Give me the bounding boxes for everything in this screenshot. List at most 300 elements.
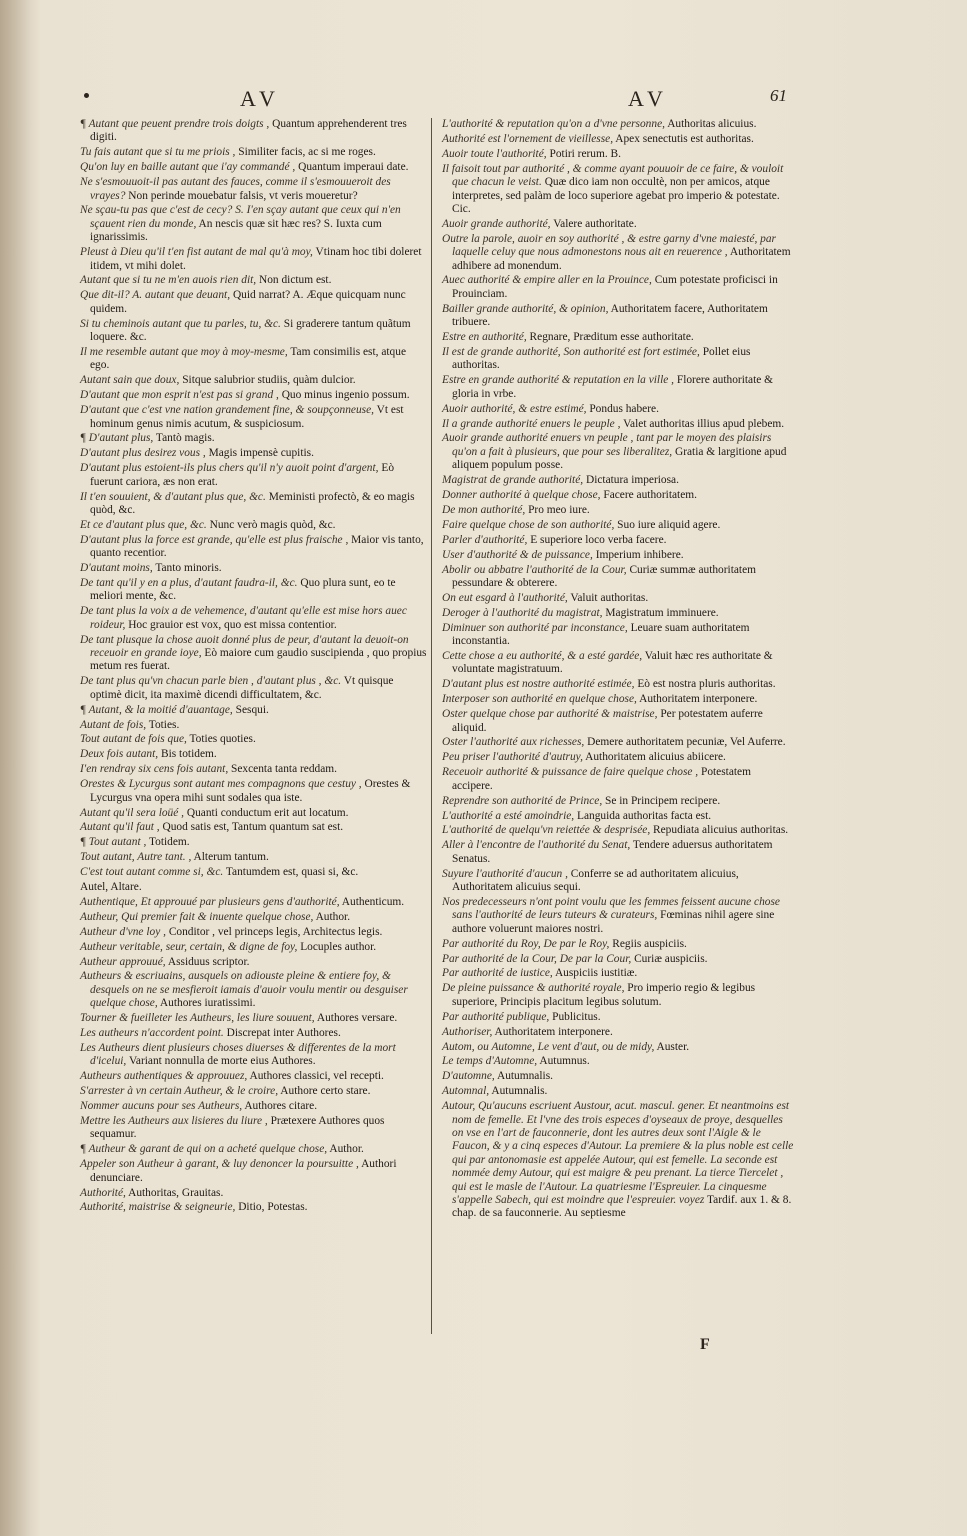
dictionary-entry [80, 176, 427, 203]
french-phrase: Auoir toute l'authorité, [442, 147, 547, 160]
french-phrase: Estre en authorité, [442, 331, 527, 344]
latin-translation: Authoritatem alicuius abiicere. [585, 751, 726, 764]
french-phrase: Autant qu'il faut , [80, 821, 160, 834]
latin-translation: Authoritatem adhibere ad monendum. [452, 246, 791, 272]
dictionary-entry [80, 204, 427, 244]
latin-translation: Authores versare. [316, 1012, 398, 1025]
dictionary-entry [442, 233, 794, 273]
latin-translation: Pondus habere. [589, 402, 659, 415]
french-phrase: Deroger à l'authorité du magistrat, [442, 606, 603, 619]
french-phrase: L'authorité a esté amoindrie, [442, 809, 575, 822]
gutter-shadow [0, 0, 40, 1536]
french-phrase: D'autant plus desirez vous , [80, 447, 206, 460]
latin-translation: Totidem. [148, 836, 190, 849]
dictionary-entry [442, 133, 794, 146]
french-phrase: Il faisoit tout par authorité , & comme ayant pouuoir de ce faire, & vouloit que chacun le veist. [442, 162, 784, 189]
french-phrase: Ne sçau-tu pas que c'est de cecy? S. I'en sçay autant que ceux qui n'en sçauent rien du monde, [80, 204, 401, 230]
latin-translation: Tendere aduersus authoritatem Senatus. [452, 839, 773, 865]
french-phrase: Et ce d'autant plus que, &c. [80, 518, 207, 531]
dictionary-entry [80, 447, 427, 460]
latin-translation: Conditor , vel princeps legis, Architectus legis. [168, 925, 383, 938]
dictionary-entry [442, 489, 794, 502]
dictionary-entry [80, 289, 427, 316]
french-phrase: Bailler grande authorité, & opinion, [442, 302, 609, 315]
french-phrase: Autant de fois, [80, 718, 147, 731]
french-phrase: Automnal, [442, 1085, 490, 1098]
french-phrase: Autheurs & escriuains, ausquels on adiouste pleine & entiere foy, & desquels on ne se mesfieroit iamais d'auoir voulu mentir ou desguiser quelque chose, [80, 970, 408, 1010]
dictionary-entry [80, 519, 427, 532]
latin-translation: Quanti conductum erit aut locatum. [186, 806, 349, 819]
dictionary-entry [80, 807, 427, 820]
dictionary-entry [442, 896, 794, 936]
latin-translation: Languida authoritas facta est. [577, 809, 712, 822]
column-rule [431, 118, 432, 1334]
dictionary-entry [80, 346, 427, 373]
latin-translation: Authore certo stare. [280, 1085, 371, 1098]
dictionary-entry [442, 938, 794, 951]
french-phrase: D'autant plus la force est grande, qu'elle est plus fraische , [80, 533, 349, 546]
latin-translation: Conferre se ad authoritatem alicuius, Authoritatem alicuius sequi. [452, 867, 739, 894]
latin-translation: Orestes & Lycurgus vna opera mihi sunt sodales qua iste. [90, 778, 411, 804]
ink-dot [84, 93, 89, 98]
french-phrase: Par authorité publique, [442, 1010, 550, 1023]
french-phrase: Abolir ou abbatre l'authorité de la Cour, [442, 563, 627, 576]
dictionary-entry [442, 504, 794, 517]
latin-translation: Publicitus. [552, 1010, 601, 1023]
french-phrase: Nos predecesseurs n'ont point voulu que les femmes feissent aucune chose sans l'authorité de leurs tuteurs & curateurs, [442, 895, 780, 922]
dictionary-entry [442, 148, 794, 161]
dictionary-entry [80, 146, 427, 159]
french-phrase: Cette chose a eu authorité, & a esté gardée, [442, 650, 643, 663]
french-phrase: Autom, ou Automne, Le vent d'aut, ou de midy, [442, 1040, 655, 1053]
french-phrase: D'autant plus estoient-ils plus chers qu'il n'y auoit point d'argent, [80, 462, 379, 475]
french-phrase: D'autant moins, [80, 562, 153, 575]
dictionary-entry [80, 926, 427, 939]
french-phrase: Peu priser l'authorité d'autruy, [442, 751, 583, 764]
french-phrase: Par authorité de iustice, [442, 967, 553, 980]
dictionary-entry [442, 607, 794, 620]
dictionary-entry [80, 748, 427, 761]
latin-translation: Variant nonnulla de morte eius Authores. [128, 1055, 316, 1068]
french-phrase: Il t'en souuient, & d'autant plus que, &c. [80, 490, 266, 503]
latin-translation: Non perinde mouebatur falsis, vt veris moueretur? [128, 189, 358, 202]
french-phrase: Authorité, maistrise & seigneurie, [80, 1201, 236, 1214]
running-head-left: AV [240, 86, 281, 111]
dictionary-entry [442, 810, 794, 823]
latin-translation: Sesqui. [235, 703, 269, 716]
french-phrase: Receuoir authorité & puissance de faire quelque chose , [442, 766, 699, 779]
latin-translation: Vt est hominum genus nimis acutum, & suspiciosum. [90, 404, 404, 430]
latin-translation: Leuare suam authoritatem inconstantia. [452, 621, 750, 648]
latin-translation: Dictatura imperiosa. [585, 474, 679, 487]
french-phrase: Autant qu'il sera loüé , [80, 806, 184, 819]
french-phrase: Diminuer son authorité par inconstance, [442, 621, 628, 634]
french-phrase: ¶ Autant, & la moitié d'auantage, [80, 703, 233, 716]
french-phrase: D'autant que c'est vne nation grandement fine, & soupçonneuse, [80, 404, 375, 417]
dictionary-entry [80, 577, 427, 604]
french-phrase: Auoir authorité, & estre estimé, [442, 402, 587, 415]
french-phrase: Parler d'authorité, [442, 533, 528, 546]
latin-translation: Facere authoritatem. [603, 489, 697, 502]
latin-translation: Tanto minoris. [155, 562, 222, 575]
french-phrase: ¶ D'autant plus, [80, 432, 154, 445]
dictionary-entry [80, 1042, 427, 1069]
latin-translation: Sitque salubrior studiis, quàm dulcior. [182, 374, 356, 387]
french-phrase: Tout autant, Autre tant. , [80, 851, 192, 864]
french-phrase: Pleust à Dieu qu'il t'en fist autant de mal qu'à moy, [80, 246, 313, 259]
latin-translation: Authores iuratissimi. [159, 997, 256, 1010]
french-phrase: Appeler son Autheur à garant, & luy denoncer la poursuitte , [80, 1158, 359, 1171]
dictionary-entry [80, 763, 427, 776]
latin-translation: Authores citare. [244, 1100, 318, 1113]
dictionary-entry [80, 562, 427, 575]
latin-translation: Se in Principem recipere. [605, 794, 721, 807]
latin-translation: Magis impensè cupitis. [208, 447, 314, 460]
dictionary-entry [442, 795, 794, 808]
dictionary-entry [80, 1201, 427, 1214]
dictionary-entry [80, 491, 427, 518]
latin-translation: Quo minus ingenio possum. [281, 389, 410, 402]
dictionary-entry [80, 1085, 427, 1098]
latin-translation: Valuit authoritas. [570, 591, 649, 604]
dictionary-entry [80, 704, 427, 717]
dictionary-entry [80, 881, 427, 894]
latin-translation: Tardif. aux 1. & 8. chap. de sa fauconnerie. Au septiesme [452, 1193, 792, 1220]
dictionary-entry [80, 941, 427, 954]
dictionary-entry [80, 836, 427, 849]
dictionary-entry [80, 462, 427, 489]
latin-translation: Demere authoritatem pecuniæ, Vel Auferre. [587, 736, 786, 749]
french-phrase: I'en rendray six cens fois autant, [80, 763, 229, 776]
dictionary-entry [442, 1011, 794, 1024]
french-phrase: Tu fais autant que si tu me priois , [80, 146, 236, 159]
french-phrase: Les autheurs n'accordent point. [80, 1027, 224, 1040]
french-phrase: Autheur veritable, seur, certain, & digne de foy, [80, 940, 298, 953]
latin-translation: Meministi profectò, & eo magis quòd, &c. [90, 490, 415, 516]
french-phrase: Auoir grande authorité, [442, 217, 551, 230]
dictionary-entry [80, 161, 427, 174]
latin-translation: Apex senectutis est authoritas. [615, 132, 754, 145]
dictionary-entry [442, 839, 794, 866]
latin-translation: Quod satis est, Tantum quantum sat est. [162, 821, 344, 834]
dictionary-entry [442, 331, 794, 344]
dictionary-entry [442, 592, 794, 605]
french-phrase: Oster quelque chose par authorité & maistrise, [442, 708, 658, 721]
latin-translation: Cum potestate proficisci in Prouinciam. [452, 274, 778, 300]
french-phrase: De tant plus la voix a de vehemence, d'autant qu'elle est mise hors auec roideur, [80, 605, 407, 631]
latin-translation: Toties. [148, 718, 180, 731]
dictionary-entry [442, 1055, 794, 1068]
latin-translation: Similiter facis, ac si me roges. [238, 146, 376, 159]
latin-translation: Authori denunciare. [90, 1158, 397, 1184]
latin-translation: Discrepat inter Authores. [226, 1027, 341, 1040]
latin-translation: Pollet eius authoritas. [452, 346, 751, 372]
dictionary-entry [442, 303, 794, 330]
dictionary-entry [442, 736, 794, 749]
french-phrase: Autheur approuué, [80, 955, 166, 968]
french-phrase: Suyure l'authorité d'aucun , [442, 867, 568, 880]
latin-translation: Sexcenta tanta reddam. [231, 763, 337, 776]
latin-translation: Autumnalis. [491, 1085, 548, 1098]
signature-mark: F [700, 1336, 710, 1353]
latin-translation: Suo iure aliquid agere. [617, 518, 721, 531]
dictionary-entry [442, 432, 794, 472]
french-phrase: Ne s'esmouuoit-il pas autant des fauces, comme il s'esmouueroit des vrayes? [80, 176, 391, 202]
latin-translation: Authenticum. [341, 895, 405, 908]
french-phrase: Tout autant de fois que, [80, 733, 187, 746]
dictionary-entry [80, 432, 427, 445]
french-phrase: Autant sain que doux, [80, 374, 180, 387]
french-phrase: Faire quelque chose de son authorité, [442, 518, 615, 531]
latin-translation: Florere authoritate & gloria in vrbe. [452, 374, 774, 400]
latin-translation: Autumnalis. [496, 1070, 553, 1083]
french-phrase: Aller à l'encontre de l'authorité du Senat, [442, 839, 631, 852]
dictionary-entry [80, 605, 427, 632]
latin-translation: Eò maiore cum gaudio suscipienda , quo propius metum res fuerat. [90, 647, 427, 673]
latin-translation: Quid narrat? A. Æque quicquam nunc quidem. [90, 289, 406, 315]
latin-translation: Fœminas nihil agere sine authore voluerunt maiores nostri. [452, 909, 775, 935]
dictionary-entry [442, 374, 794, 401]
french-phrase: Mettre les Autheurs aux lisieres du liure , [80, 1115, 268, 1128]
latin-translation: Locuples author. [300, 940, 377, 953]
dictionary-entry [80, 1187, 427, 1200]
latin-translation: Potiri rerum. B. [549, 147, 622, 160]
dictionary-entry [442, 163, 794, 217]
latin-translation: Per potestatem auferre aliquid. [452, 708, 763, 734]
dictionary-entry [80, 733, 427, 746]
french-phrase: C'est tout autant comme si, &c. [80, 866, 224, 879]
latin-translation: Magistratum imminuere. [605, 606, 719, 619]
latin-translation: Potestatem accipere. [452, 766, 751, 792]
french-phrase: Reprendre son authorité de Prince, [442, 794, 603, 807]
dictionary-entry [442, 868, 794, 895]
dictionary-entry [80, 274, 427, 287]
dictionary-entry [442, 474, 794, 487]
french-phrase: Autant que si tu ne m'en auois rien dit, [80, 274, 257, 287]
dictionary-entry [80, 1115, 427, 1142]
french-phrase: Par authorité du Roy, De par le Roy, [442, 937, 610, 950]
dictionary-entry [80, 896, 427, 909]
dictionary-entry [80, 675, 427, 702]
dictionary-entry [80, 778, 427, 805]
dictionary-entry [442, 708, 794, 735]
dictionary-entry [442, 678, 794, 691]
latin-translation: Quo plura sunt, eo te meliori mente, &c. [90, 577, 396, 603]
latin-translation: Pro imperio regio & legibus superiore, Principis placitum legibus solutum. [452, 982, 756, 1008]
french-phrase: Estre en grande authorité & reputation en la ville , [442, 374, 674, 387]
running-head-right: AV [628, 86, 669, 111]
french-phrase: Orestes & Lycurgus sont autant mes compagnons que cestuy , [80, 778, 362, 791]
dictionary-entry [80, 1027, 427, 1040]
french-phrase: Authentique, Et approuué par plusieurs gens d'authorité, [80, 895, 340, 908]
french-phrase: Autour, Qu'aucuns escriuent Austour, acut. mascul. gener. Et neantmoins est nom de femelle. Et l'vne des trois especes d'oyseaux de proye, desquelles on vse en l'art de fauconnerie, dont les autres deux sont l'Aigle & le Faucon, & y a cinq especes d'Autour. La premiere & la plus noble est celle qui par antonomasie est appelée Autour, qui est femelle. La seconde est nommée demy Autour, qui est maigre & peu prenant. La tierce Tiercelet , qui est le masle de l'Autour. La quatriesme l'Espreuier. La cinquesme s'appelle Sabech, qui est moindre que l'espreuier. voyez [442, 1100, 794, 1206]
dictionary-entry [442, 650, 794, 677]
french-phrase: D'autant que mon esprit n'est pas si grand , [80, 389, 279, 402]
french-phrase: Autheur, Qui premier fait & inuente quelque chose, [80, 910, 314, 923]
french-phrase: Qu'on luy en baille autant que i'ay commandé , [80, 161, 296, 174]
latin-translation: Auspiciis iustitiæ. [554, 967, 638, 980]
latin-translation: Ditio, Potestas. [238, 1201, 308, 1214]
french-phrase: Authorité, [80, 1186, 126, 1199]
french-phrase: Tourner & fueilleter les Autheurs, les liure souuent, [80, 1012, 315, 1025]
latin-translation: Valere authoritate. [553, 217, 637, 230]
dictionary-entry [80, 956, 427, 969]
dictionary-entry [80, 1070, 427, 1083]
dictionary-entry [442, 549, 794, 562]
dictionary-entry [442, 519, 794, 532]
latin-translation: Si graderere tantum quãtum loquere. &c. [90, 317, 411, 344]
dictionary-entry [80, 534, 427, 561]
dictionary-entry [80, 911, 427, 924]
latin-translation: Quæ dico iam non occultè, non per amicos, atque interpretes, sed palàm de loco superiore agebat pro imperio & potestate. Cic. [452, 176, 780, 215]
dictionary-entry [442, 1070, 794, 1083]
right-column [442, 118, 794, 1222]
latin-translation: Tantò magis. [155, 432, 215, 445]
dictionary-entry [442, 218, 794, 231]
dictionary-entry [442, 403, 794, 416]
latin-translation: Regnare, Præditum esse authoritate. [529, 331, 694, 344]
dictionary-entry [442, 534, 794, 547]
dictionary-entry [442, 982, 794, 1009]
latin-translation: An nescis quæ sit hæc res? S. Iuxta cum ignarissimis. [90, 217, 382, 244]
french-phrase: On eut esgard à l'authorité, [442, 591, 568, 604]
latin-translation: Imperium inhibere. [595, 548, 684, 561]
french-phrase: Il me resemble autant que moy à moy-mesme, [80, 346, 288, 358]
dictionary-entry [80, 374, 427, 387]
latin-translation: Regiis auspiciis. [612, 937, 687, 950]
dictionary-entry [80, 1158, 427, 1185]
french-phrase: Il a grande authorité enuers le peuple , [442, 417, 621, 430]
french-phrase: Nommer aucuns pour ses Autheurs, [80, 1100, 243, 1113]
dictionary-entry [442, 1041, 794, 1054]
latin-translation: Vtinam hoc tibi doleret itidem, vt mihi dolet. [90, 246, 422, 272]
dictionary-entry [80, 118, 427, 145]
dictionary-entry [442, 1100, 794, 1221]
french-phrase: De tant plus qu'vn chacun parle bien , d'autant plus , &c. [80, 675, 342, 688]
latin-translation: Non dictum est. [259, 274, 332, 287]
dictionary-entry [80, 1012, 427, 1025]
dictionary-entry [442, 953, 794, 966]
page-number: 61 [770, 86, 787, 105]
french-phrase: ¶ Autant que peuent prendre trois doigts , [80, 118, 270, 130]
latin-translation: Vt quisque optimè dicit, ita maximè dicendi difficultatem, &c. [90, 675, 394, 701]
french-phrase: ¶ Autheur & garant de qui on a acheté quelque chose, [80, 1143, 328, 1156]
latin-translation: Eò fuerunt cariora, æs non erat. [90, 462, 395, 488]
dictionary-entry [442, 346, 794, 373]
french-phrase: De tant qu'il y en a plus, d'autant faudra-il, &c. [80, 577, 298, 589]
dictionary-entry [442, 967, 794, 980]
french-phrase: De mon authorité, [442, 503, 526, 516]
latin-translation: Curiæ summæ authoritatem pessundare & obterere. [452, 563, 757, 589]
latin-translation: Maior vis tanto, quanto recentior. [90, 533, 424, 560]
french-phrase: Il est de grande authorité, Son authorité est fort estimée, [442, 346, 700, 358]
french-phrase: Par authorité de la Cour, De par la Cour, [442, 952, 632, 965]
latin-translation: Pro meo iure. [528, 503, 590, 516]
latin-translation: Authoritatem interponere. [639, 693, 758, 706]
french-phrase: Deux fois autant, [80, 748, 159, 761]
dictionary-entry [442, 751, 794, 764]
latin-translation: Tantumdem est, quasi si, &c. [225, 866, 359, 879]
latin-translation: Curiæ auspiciis. [634, 952, 708, 965]
french-phrase: S'arrester à vn certain Autheur, & le croire, [80, 1085, 279, 1098]
french-phrase: Authoriser, [442, 1025, 493, 1038]
french-phrase: Que dit-il? A. autant que deuant, [80, 289, 231, 302]
dictionary-entry [442, 274, 794, 301]
dictionary-entry [80, 970, 427, 1010]
dictionary-entry [442, 418, 794, 431]
dictionary-entry [80, 719, 427, 732]
latin-translation: Authoritatem interponere. [494, 1025, 613, 1038]
dictionary-entry [442, 622, 794, 649]
latin-translation: Valuit hæc res authoritate & voluntate magistratuum. [452, 650, 773, 676]
french-phrase: Oster l'authorité aux richesses, [442, 736, 585, 749]
latin-translation: Author. [315, 910, 351, 923]
latin-translation: Auster. [656, 1040, 690, 1053]
latin-translation: Alterum tantum. [193, 851, 269, 864]
french-phrase: Auec authorité & empire aller en la Prouince, [442, 274, 652, 287]
latin-translation: Authoritas alicuius. [667, 118, 757, 130]
dictionary-entry [442, 824, 794, 837]
french-phrase: L'authorité & reputation qu'on a d'vne personne, [442, 118, 665, 130]
dictionary-entry [80, 821, 427, 834]
french-phrase: Autheurs authentiques & approuuez, [80, 1070, 248, 1083]
dictionary-entry [80, 246, 427, 273]
french-phrase: Auoir grande authorité enuers vn peuple , tant par le moyen des plaisirs qu'on a fait à plusieurs, que pour ses liberalitez, [442, 432, 772, 458]
dictionary-entry [442, 118, 794, 131]
dictionary-entry [80, 634, 427, 674]
dictionary-entry [80, 404, 427, 431]
latin-translation: Quantum imperaui date. [298, 161, 409, 174]
dictionary-entry [442, 693, 794, 706]
french-phrase: ¶ Tout autant , [80, 836, 147, 849]
latin-translation: Nunc verò magis quòd, &c. [209, 518, 336, 531]
french-phrase: De tant plusque la chose auoit donné plus de peur, d'autant la deuoit-on receuoir en grande ioye, [80, 633, 409, 660]
latin-translation: Eò est nostra pluris authoritas. [637, 678, 776, 691]
latin-translation: Assiduus scriptor. [167, 955, 250, 968]
french-phrase: Donner authorité à quelque chose, [442, 489, 601, 502]
dictionary-entry [80, 866, 427, 879]
french-phrase: Magistrat de grande authorité, [442, 474, 584, 487]
french-phrase: Outre la parole, auoir en soy authorité , & estre garny d'vne maiesté, par laquelle celuy que nous admonestons nous ait en reuerence , [442, 232, 776, 259]
latin-translation: Autel, Altare. [80, 881, 142, 894]
latin-translation: Authores classici, vel recepti. [249, 1070, 384, 1083]
french-phrase: Les Autheurs dient plusieurs choses diuerses & differentes de la mort d'icelui, [80, 1042, 396, 1068]
dictionary-entry [442, 564, 794, 591]
dictionary-entry [80, 318, 427, 345]
latin-translation: Valet authoritas illius apud plebem. [623, 417, 785, 430]
latin-translation: Author. [329, 1143, 364, 1156]
latin-translation: Repudiata alicuius authoritas. [653, 824, 789, 837]
latin-translation: Authoritatem facere, Authoritatem tribuere. [452, 302, 768, 329]
latin-translation: E superiore loco verba facere. [530, 533, 667, 546]
french-phrase: D'autant plus est nostre authorité estimée, [442, 678, 635, 691]
dictionary-entry [80, 389, 427, 402]
latin-translation: Bis totidem. [161, 748, 217, 761]
french-phrase: L'authorité de quelqu'vn reiettée & desprisée, [442, 824, 651, 837]
french-phrase: D'automne, [442, 1070, 495, 1083]
dictionary-entry [80, 851, 427, 864]
dictionary-entry [442, 766, 794, 793]
latin-translation: Prætexere Authores quos sequamur. [90, 1115, 385, 1141]
dictionary-entry [442, 1085, 794, 1098]
dictionary-entry [442, 1026, 794, 1039]
french-phrase: De pleine puissance & authorité royale, [442, 982, 625, 995]
french-phrase: Autheur d'vne loy , [80, 925, 166, 938]
french-phrase: User d'authorité & de puissance, [442, 548, 593, 561]
latin-translation: Hoc grauior est vox, quo est missa contentior. [128, 618, 337, 631]
french-phrase: Authorité est l'ornement de vieillesse, [442, 132, 614, 145]
dictionary-entry [80, 1143, 427, 1156]
